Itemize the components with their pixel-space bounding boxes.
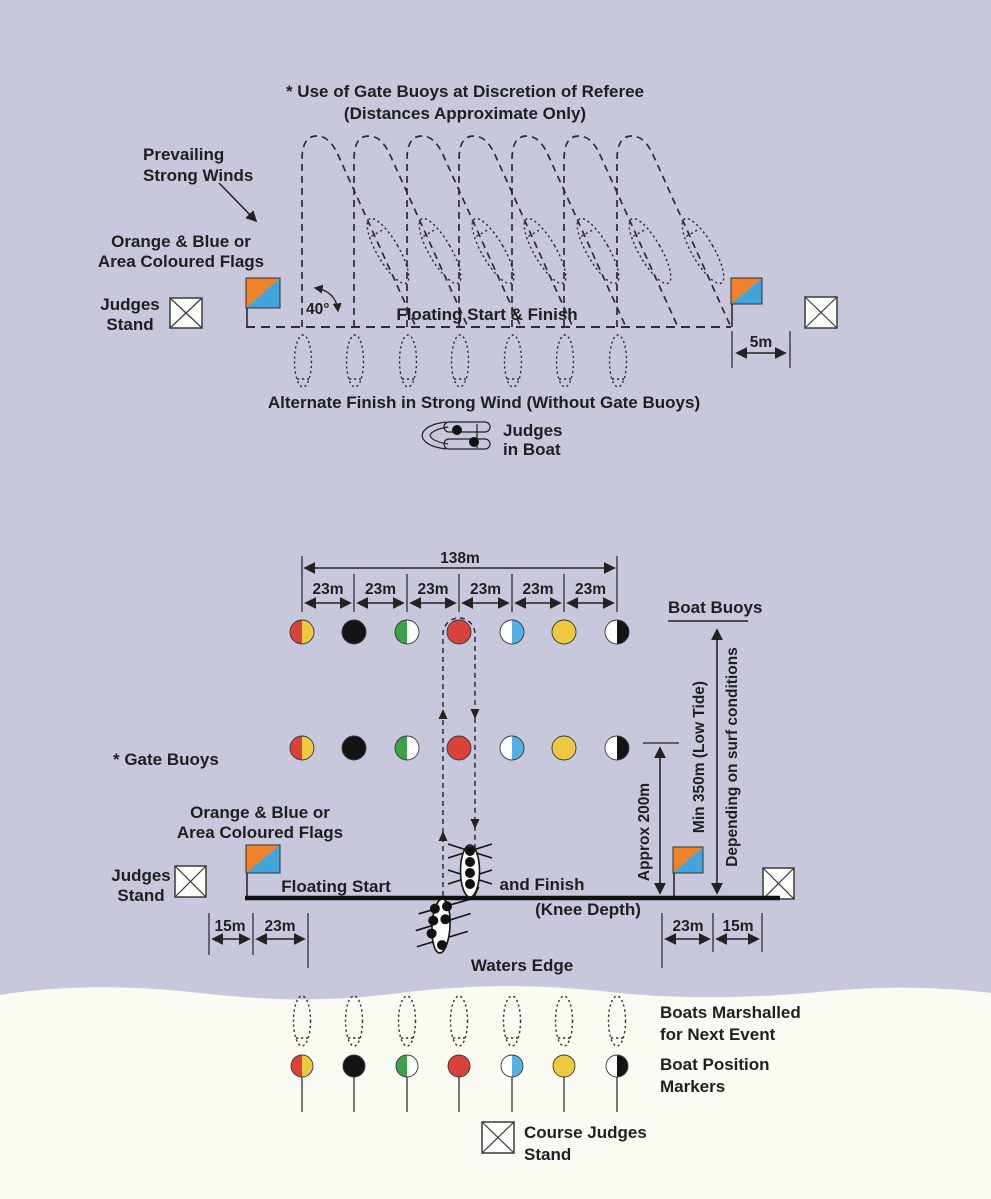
prevailing-winds-label2: Strong Winds (143, 166, 254, 185)
approx-200m-label: Approx 200m (636, 782, 653, 882)
top-flags-label2: Area Coloured Flags (97, 252, 265, 271)
min-tide-label: Min 350m (Low Tide) (691, 680, 708, 834)
boat-position-markers-label2: Markers (660, 1077, 726, 1096)
measure-label: 15m (214, 918, 246, 935)
and-finish-label: and Finish (499, 875, 585, 894)
gate-buoy (290, 736, 314, 760)
course-judges-label1: Course Judges (524, 1123, 647, 1142)
prevailing-winds-label: Prevailing (143, 145, 225, 164)
bottom-flags-label1: Orange & Blue or (190, 803, 330, 822)
gate-buoy (395, 736, 419, 760)
beach-area (0, 986, 991, 1199)
bottom-judges-stand-label2: Stand (117, 886, 165, 905)
course-judges-stand-box (482, 1122, 514, 1153)
boat-position-markers-label1: Boat Position (660, 1055, 770, 1074)
segment-label: 23m (469, 581, 502, 598)
boat-buoy (290, 620, 314, 644)
boat-buoy (447, 620, 471, 644)
gate-buoy (605, 736, 629, 760)
boats-marshalled-label1: Boats Marshalled (660, 1003, 801, 1022)
waters-edge-label: Waters Edge (470, 956, 574, 975)
judges-in-boat-label2: in Boat (503, 440, 561, 459)
top-judges-stand-label1: Judges (100, 295, 160, 314)
segment-label: 23m (364, 581, 397, 598)
measure-label: 23m (264, 918, 296, 935)
boats-marshalled-label2: for Next Event (660, 1025, 776, 1044)
boat-buoy (395, 620, 419, 644)
gate-buoy (342, 736, 366, 760)
total-width-label: 138m (440, 550, 480, 567)
segment-label: 23m (522, 581, 554, 598)
alternate-finish-label: Alternate Finish in Strong Wind (Without Gate Buoys) (267, 393, 701, 412)
top-title-line2: (Distances Approximate Only) (343, 104, 587, 123)
boat-buoy (552, 620, 576, 644)
judges-stand-box-bottom-right (763, 868, 794, 899)
gate-buoy (447, 736, 471, 760)
five-metre-label: 5m (749, 334, 773, 351)
course-judges-label2: Stand (524, 1145, 572, 1164)
segment-label: 23m (574, 581, 607, 598)
gate-buoys-label: * Gate Buoys (113, 750, 219, 769)
boat-buoys-label: Boat Buoys (668, 598, 763, 617)
judges-in-boat-label1: Judges (503, 421, 563, 440)
top-judges-stand-label2: Stand (106, 315, 154, 334)
gate-buoy (552, 736, 576, 760)
floating-start-label: Floating Start (281, 877, 391, 896)
top-flags-label1: Orange & Blue or (111, 232, 251, 251)
judges-stand-box-top-left (170, 298, 202, 328)
surf-conditions-label: Depending on surf conditions (724, 647, 741, 867)
bottom-judges-stand-label1: Judges (111, 866, 171, 885)
bottom-flags-label2: Area Coloured Flags (176, 823, 344, 842)
judges-stand-box-bottom-left (175, 866, 206, 897)
measure-label: 15m (722, 918, 754, 935)
top-title-line1: * Use of Gate Buoys at Discretion of Referee (285, 82, 645, 101)
segment-label: 23m (312, 581, 344, 598)
knee-depth-label: (Knee Depth) (535, 900, 641, 919)
floating-start-finish-label: Floating Start & Finish (396, 305, 578, 324)
boat-buoy (342, 620, 366, 644)
boat-buoy (500, 620, 524, 644)
boat-buoy (605, 620, 629, 644)
judges-stand-box-top-right (805, 297, 837, 328)
segment-label: 23m (417, 581, 449, 598)
angle-label: 40° (306, 301, 330, 318)
gate-buoy (500, 736, 524, 760)
measure-label: 23m (672, 918, 704, 935)
